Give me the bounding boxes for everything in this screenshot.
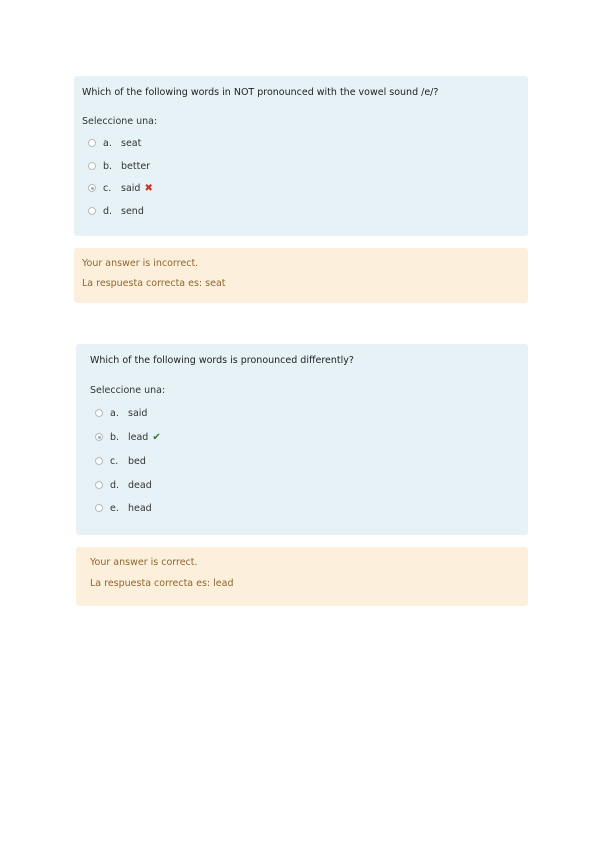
option-letter: b. [103, 160, 113, 172]
radio-selected-icon[interactable] [95, 433, 103, 441]
radio-icon[interactable] [95, 409, 103, 417]
option-label: said [128, 407, 148, 419]
radio-icon[interactable] [88, 162, 96, 170]
question-2-prompt: Seleccione una: [90, 385, 166, 396]
radio-icon[interactable] [88, 207, 96, 215]
option-letter: d. [103, 205, 113, 217]
feedback-correct-answer: La respuesta correcta es: lead [90, 578, 234, 589]
question-1-option-a[interactable] [88, 136, 141, 150]
question-1-feedback [74, 248, 528, 303]
radio-icon[interactable] [95, 481, 103, 489]
question-2-option-a[interactable] [95, 406, 147, 420]
option-label: dead [128, 479, 152, 491]
question-2-text: Which of the following words is pronounced differently? [90, 355, 354, 366]
radio-icon[interactable] [95, 504, 103, 512]
option-letter: d. [110, 479, 120, 491]
question-1-option-b[interactable] [88, 159, 150, 173]
option-label: better [121, 160, 151, 172]
radio-selected-icon[interactable] [88, 184, 96, 192]
incorrect-cross-icon: ✖ [144, 182, 153, 194]
radio-icon[interactable] [95, 457, 103, 465]
option-letter: e. [110, 502, 119, 514]
option-label: said [121, 182, 141, 194]
question-2-option-c[interactable] [95, 454, 146, 468]
question-1-option-c[interactable] [88, 181, 153, 195]
question-1-panel [74, 76, 528, 236]
option-letter: c. [110, 455, 119, 467]
option-letter: c. [103, 182, 112, 194]
option-label: lead [128, 431, 149, 443]
feedback-result: Your answer is correct. [90, 557, 198, 568]
option-label: seat [121, 137, 142, 149]
option-label: send [121, 205, 144, 217]
option-label: head [128, 502, 152, 514]
question-2-option-b[interactable] [95, 430, 161, 444]
option-label: bed [128, 455, 146, 467]
option-letter: b. [110, 431, 120, 443]
question-1-option-d[interactable] [88, 204, 144, 218]
correct-check-icon: ✔ [152, 431, 161, 443]
question-1-text: Which of the following words in NOT pronounced with the vowel sound /e/? [82, 87, 439, 98]
question-2-panel [76, 344, 528, 535]
option-letter: a. [103, 137, 112, 149]
question-1-prompt: Seleccione una: [82, 116, 158, 127]
question-2-option-d[interactable] [95, 478, 152, 492]
option-letter: a. [110, 407, 119, 419]
feedback-result: Your answer is incorrect. [82, 258, 199, 269]
feedback-correct-answer: La respuesta correcta es: seat [82, 278, 226, 289]
radio-icon[interactable] [88, 139, 96, 147]
question-2-option-e[interactable] [95, 501, 152, 515]
question-2-feedback [76, 547, 528, 606]
